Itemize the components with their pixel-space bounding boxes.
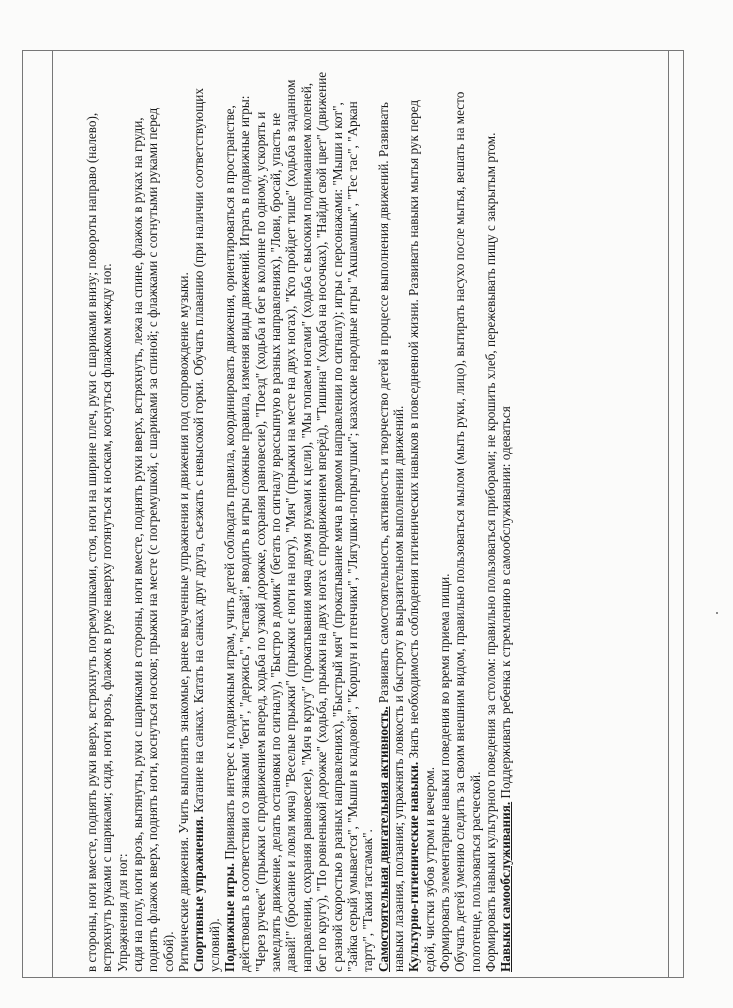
text-hygiene: Знать необходимость соблюдения гигиенических навыков в повседневной жизни. Развивать навыки мытья рук перед едой, чистки зубов утром и вечером. [406,99,437,972]
text-sport-exercises: Катание на санках. Катать на санках друг друга, съезжать с невысокой горки. Обучать плаванию (при наличии соответствующих условий). [191,88,222,972]
text-outdoor-games: Прививать интерес к подвижным играм, учить детей соблюдать правила, координировать движения, ориентироваться в пространстве, действовать в соответствии со знаками "беги", "держись", "вставай", вводить в игры сложные правила, изменяя виды движений. Играть в подвижные игры: "Через ручеек" (прыжки с продвижением вперед, ходьба по узкой дорожке, сохраняя равновесие), "Поезд" (ходьба и бег в колонне по одному, ускорять и замедлять движение, делать остановки по сигналу), "Быстро в домик" (бегать по сигналу врассыпную в разных направлениях), "Лови, бросай, упасть не давай!" (бросание и ловля мяча) "Веселые прыжки" (прыжки с ноги на ногу), "Мяч" (прыжки на месте на двух ногах), "Кто пройдет тише" (ходьба в заданном направлении, сохраняя равновесие), "Мяч в кругу" (прокатывания мяча двумя руками к цели), "Мы топаем ногами" (ходьба с высоким подниманием коленей, бег по кругу), "По ровненькой дорожке" (ходьба, прыжки на двух ногах с продвижением вперёд), "Тишина" (ходьба на носочках), "Найди свой цвет" (движение с разной скоростью в разных направлениях), "Быстрый мяч" (прокатывание мяча в прямом направлении по сигналу); игры с персонажами: "Мыши и кот", "Зайка серый умывается", "Мыши в кладовой", "Коршун и птенчики", "Лягушки-попрыгушки"; казахские народные игры "Акшамшык", "Тес тас", "Аркан тарту", "Такия тастамак". [222,71,376,972]
paragraph-leg-exercises: сидя на полу, ноги врозь, вытянуты, руки с шариками в стороны, ноги вместе, поднять руки вверх, встряхнуть, лежа на спине, флажок в руках на груди, поднять флажок вверх, поднять ноги, коснуться носков; прыжки на месте (с погремушкой, с шариками за спиной; с флажками с согнутыми руками перед собой). [130,107,176,972]
paragraph-hygiene [406,70,437,972]
heading-independent-activity: Самостоятельная двигательная активность. [375,706,391,972]
paragraph-sport-exercises [191,70,222,972]
text-independent-activity: Развивать самостоятельность, активность и творчество детей в процессе выполнения движений. Развивать навыки лазания, ползания; упражнять ловкость и быстроту в выразительном выполнении движений. [375,102,406,972]
text-self-service: Поддерживать ребенка к стремлению в самообслуживании: одеваться [498,406,514,802]
heading-self-service: Навыки самообслуживания. [498,801,514,972]
paragraph-appearance: Обучать детей умению следить за своим внешним видом, правильно пользоваться мылом (мыть руки, лицо), вытирать насухо после мытья, вешать на место полотенце, пользоваться расческой. [452,91,483,972]
paragraph-rhythmic: Ритмические движения. Учить выполнять знакомые, ранее выученные упражнения и движения под сопровождение музыки. [176,272,192,972]
paragraph-meal-behaviour: Формировать элементарные навыки поведения во время приема пищи. [436,573,452,972]
heading-outdoor-games: Подвижные игры. [222,863,238,972]
paragraph-table-manners: Формировать навыки культурного поведения за столом: правильно пользоваться приборами; не крошить хлеб, пережевывать пищу с закрытым ртом. [482,132,498,972]
paragraph-arm-exercises: в стороны, ноги вместе, поднять руки вверх, встряхнуть погремушками, стоя, ноги на ширине плеч, руки с шариками внизу; повороты направо (налево), встряхнуть руками с шариками; сидя, ноги врозь, флажок в руке наверху потянуться к носкам, коснуться флажком между ног. [84,112,115,972]
paragraph-independent-activity [376,70,407,972]
heading-sport-exercises: Спортивные упражнения. [191,816,207,972]
paragraph-leg-exercises-title: Упражнения для ног: [114,853,130,972]
heading-hygiene: Культурно-гигиенические навыки. [406,761,422,972]
paragraph-self-service [498,70,513,972]
rotated-text-block [84,70,664,972]
paragraph-outdoor-games [222,70,375,972]
